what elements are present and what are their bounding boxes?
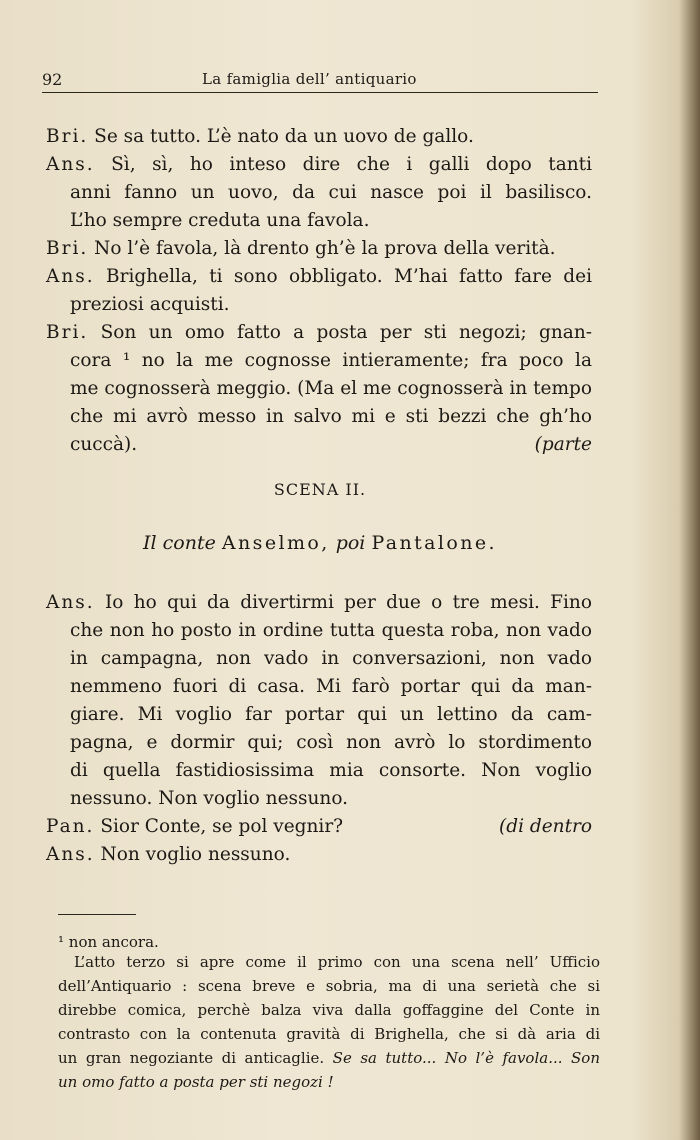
text-line [46,264,592,290]
commentary-quote: Se sa tutto... No l’è favola... Son [332,1049,600,1067]
speaker-label: Bri. [46,126,89,147]
text-line [70,376,592,402]
line-text: preziosi acquisti. [70,294,230,315]
line-text: nemmeno fuori di casa. Mi farò portar qui da man- [70,676,592,697]
commentary-text: un gran negoziante di anticaglie. [58,1049,325,1067]
commentary-line: un omo fatto a posta per sti negozi ! [58,1073,334,1091]
text-line [70,674,592,700]
speaker-label: Ans. [46,844,95,865]
characters-intro: Il conte [143,532,216,554]
speaker-label: Ans. [46,154,95,175]
text-line [46,814,592,840]
page-number: 92 [42,70,63,89]
commentary-line: L’atto terzo si apre come il primo con una scena nell’ Ufficio [74,953,600,971]
line-text: cora ¹ no la me cognosse intieramente; fra poco la [70,350,592,371]
line-text: Se sa tutto. L’è nato da un uovo de gallo. [94,126,474,147]
line-text: L’ho sempre creduta una favola. [70,210,370,231]
scene-title: SCENA II. [273,480,367,499]
characters-conjunction: poi [335,532,366,554]
text-line [70,404,592,430]
speaker-label: Bri. [46,322,89,343]
line-text: me cognosserà meggio. (Ma el me cognosserà in tempo [70,378,593,399]
line-text: Son un omo fatto a posta per sti negozi; gnan- [100,322,592,343]
text-line [46,124,592,150]
text-line [70,786,592,812]
line-text: Sior Conte, se pol vegnir? [100,816,344,837]
text-line [70,758,592,784]
stage-direction: (di dentro [499,816,592,837]
character-anselmo: Anselmo, [221,532,330,554]
line-text: di quella fastidiosissima mia consorte. Non voglio [70,760,592,781]
text-line [70,180,592,206]
commentary-line: direbbe comica, perchè balza viva dalla goffaggine del Conte in [58,1001,600,1019]
speaker-label: Bri. [46,238,89,259]
text-line [70,208,592,234]
line-text: Sì, sì, ho inteso dire che i galli dopo tanti [111,154,592,175]
footnote-rule [58,914,136,915]
text-line [70,730,592,756]
speaker-label: Ans. [46,592,95,613]
character-pantalone: Pantalone. [371,532,497,554]
line-text: Non voglio nessuno. [100,844,291,865]
text-line [70,348,592,374]
running-title: La famiglia dell’ antiquario [202,70,417,88]
text-line [70,702,592,728]
stage-direction: (parte [534,434,592,455]
footnote-1: ¹ non ancora. [58,933,159,951]
line-text: Io ho qui da divertirmi per due o tre mesi. Fino [104,592,592,613]
text-line [46,152,592,178]
commentary-line [58,1046,600,1070]
line-text: che non ho posto in ordine tutta questa roba, non vado [70,620,592,641]
text-line [46,320,592,346]
line-text: cuccà). [70,434,138,455]
text-line [70,646,592,672]
line-text: giare. Mi voglio far portar qui un lettino da cam- [70,704,592,725]
speaker-label: Pan. [46,816,95,837]
text-line [70,432,592,458]
line-text: nessuno. Non voglio nessuno. [70,788,349,809]
line-text: che mi avrò messo in salvo mi e sti bezzi che gh’ho [70,406,592,427]
commentary-line: contrasto con la contenuta gravità di Brighella, che si dà aria di [58,1025,600,1043]
text-line [46,590,592,616]
text-line [46,236,592,262]
text-line [70,292,592,318]
line-text: pagna, e dormir qui; così non avrò lo stordimento [70,732,592,753]
speaker-label: Ans. [46,266,95,287]
line-text: Brighella, ti sono obbligato. M’hai fatto fare dei [106,266,592,287]
line-text: No l’è favola, là drento gh’è la prova della verità. [94,238,556,259]
line-text: in campagna, non vado in conversazioni, non vado [70,648,592,669]
text-line [46,842,592,868]
commentary-line: dell’Antiquario : scena breve e sobria, ma di una serietà che si [58,977,600,995]
scene-characters [0,532,640,554]
line-text: anni fanno un uovo, da cui nasce poi il basilisco. [70,182,592,203]
text-line [70,618,592,644]
page-header [42,70,598,93]
